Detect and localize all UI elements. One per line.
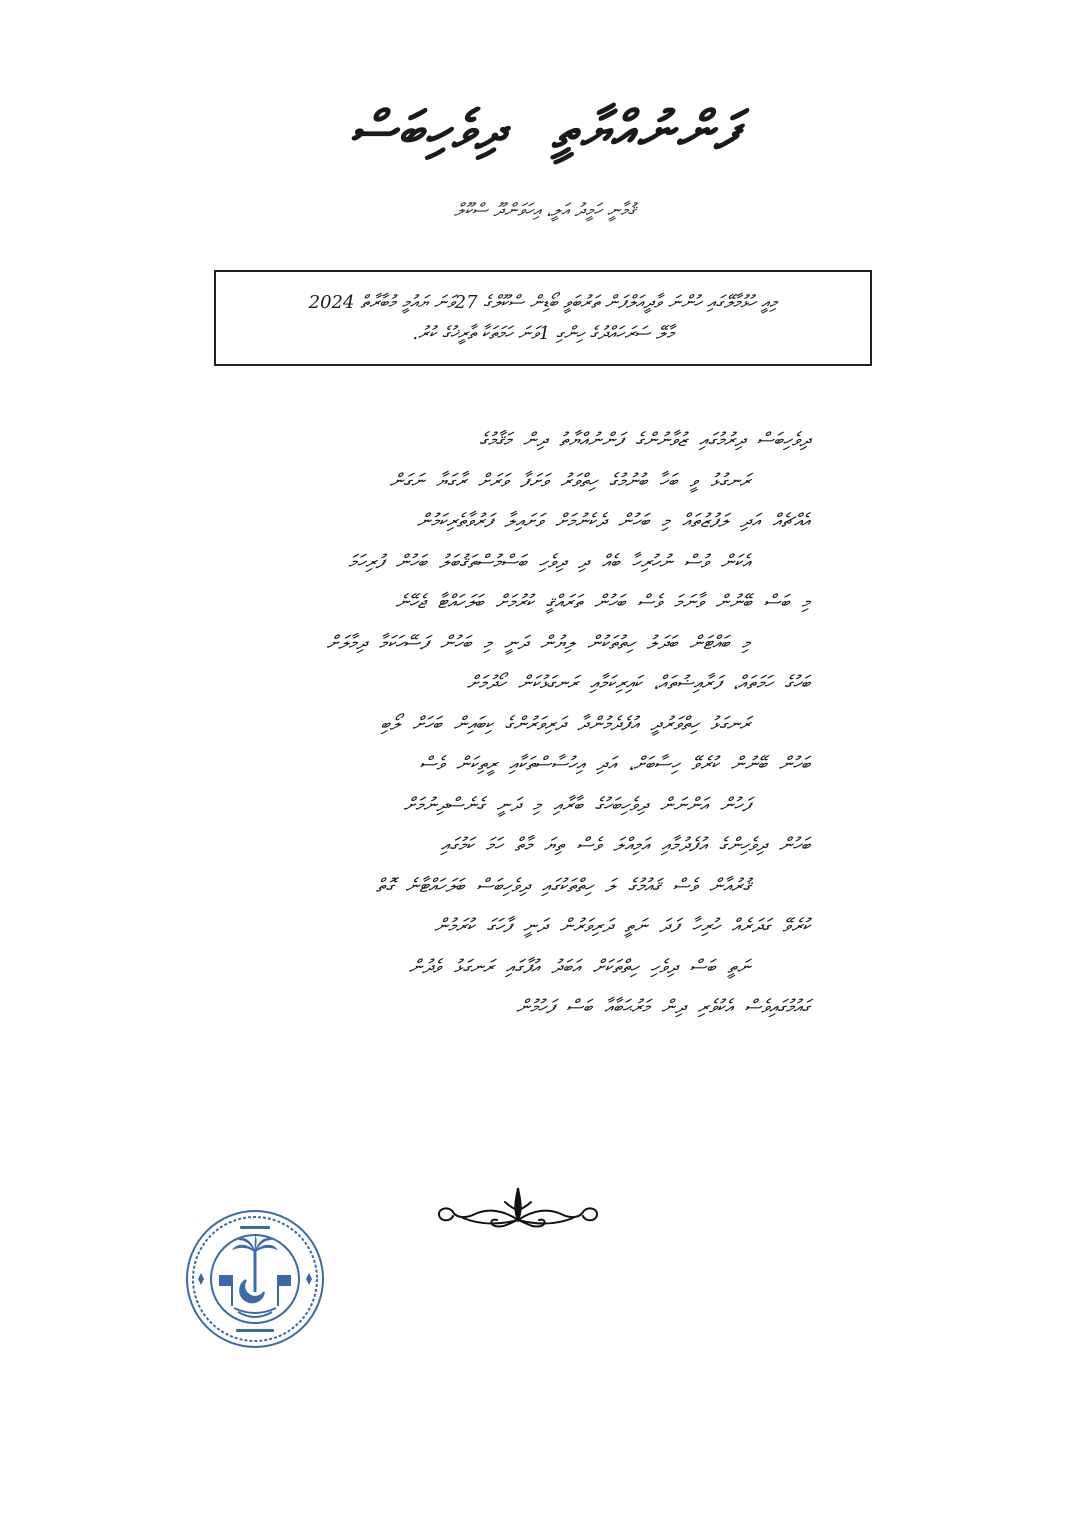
verse-line: ރަނގުޅު ވީ ބަހާ ބުނުމުގެ ހިތްވަރު ވަށަފާ ވަރަށް ރާގަޔާ ނަގަން — [389, 469, 750, 492]
verse-line: ކުރެވޭ ގަދަރެއް ހުރިހާ ފަދަ ނަތީ ދަރިވަރުން ދަނީ ފާހަގަ ކުރަމުން — [434, 915, 810, 937]
document-title: ފަންނުއްޔާތީ ދިވެހިބަސް — [350, 100, 739, 161]
verse-line: އެއްޗެއް އަދި ލަފުޒުތައް މި ބަހުން ދެކެނުމަށް ވަށައިލާ ފަރުވާތެރިކަމުން — [416, 510, 810, 532]
verse-line: ރަނގަޅު ހިތްވަރުދީ އުފެދެމުންދާ ދަރިވަރުންގެ ކިބައިން ބަހަށް ލޯބި — [380, 712, 750, 735]
poem-body — [240, 420, 810, 1028]
author-line: ޤުމާނީ ހަމީދު އަލީ، އިހަވަންދޫ ސްކޫލް — [453, 200, 636, 221]
verse-line: މި ބަސް ބޭނުން ވާނަމަ ވެސް ބަހުން ތަރައްޤީ ކުރުމަށް ބަލަހައްޓާ ޖެހޭނެ — [395, 591, 810, 613]
verse-line: ބަހުގެ ހަމަތައް، ފަރާއިޟުތައް، ކައިރިކަމާއި ރަނގަޅުކަން ހޯދުމަށް — [466, 672, 810, 694]
verse-line: ދިވެހިބަސް ދިރުމުގައި ޒުވާނުންގެ ފަންނުއްޔާތު ދިން މަޤާމުގެ — [479, 429, 810, 451]
notice-box — [214, 270, 872, 366]
verse-line: ފަހުން އަންނަން ދިވެހިބަހުގެ ބާރާއި މި ދަނީ ގެނެސްދިނުމަށް — [403, 793, 750, 816]
verse-line: ޤުރުއާން ވެސް ޤައުމުގެ ލަ ހިތްތަކުގައި ދިވެހިބަސް ބަލަހައްޓާނެ ގޮތް — [376, 874, 750, 897]
flourish-ornament-icon — [433, 1180, 603, 1250]
notice-line-2: މާލޭ ސަރަހައްދުގެ ހިންގި 1ވަނަ ހަމަތަކާ ތާރީޚުގެ ކުރު. — [412, 323, 674, 344]
verse-line: ނަތީ ބަސް ދިވެހި ހިތްތަކަށް އަބަދު އުފާގައި ރަނގަޅު ވެދުން — [408, 955, 750, 978]
notice-line-1: މިއީ ހުޅުމާލޭގައި ހުންނަ ވާދީއަލްފަން ތަރުބަވީ ބޯޑިން ސްކޫލްގެ 27ވަނަ ޔައުމީ މުބާރާތް 2024 — [308, 292, 778, 313]
verse-line: ބަހުން ދިވެހިންގެ އުފެދުމާއި އަމިއްލަ ވެސް ތިޔަ މާތް ހަމަ ކަމުގައި — [440, 834, 810, 856]
verse-line: ގައުމުގައިވެސް އެކުވެރި ދިން މަރުޙަބާއާ ބަސް ފަހުމުން — [516, 996, 810, 1018]
official-seal-icon — [184, 1208, 326, 1350]
verse-line: މި ބައްޓަން ބަދަލު ހިތުތަކުން ލިޔުން ދަނީ މި ބަހުން ފަސޭހަކަމާ ދިމާލަށް — [326, 631, 750, 654]
verse-line: އެކަން ވުސް ނުހުރިހާ ބެއް ދި ދިވެހި ބަސްމުސްތަޤުބަލު ބަހުން ފުރިހަމަ — [348, 550, 750, 573]
verse-line: ބަހުން ބޭނުން ކުރެވޭ ހިސާބަށް، އަދި އިހުސާސްތަކާއި ރީތިކަން ވެސް — [419, 753, 810, 775]
